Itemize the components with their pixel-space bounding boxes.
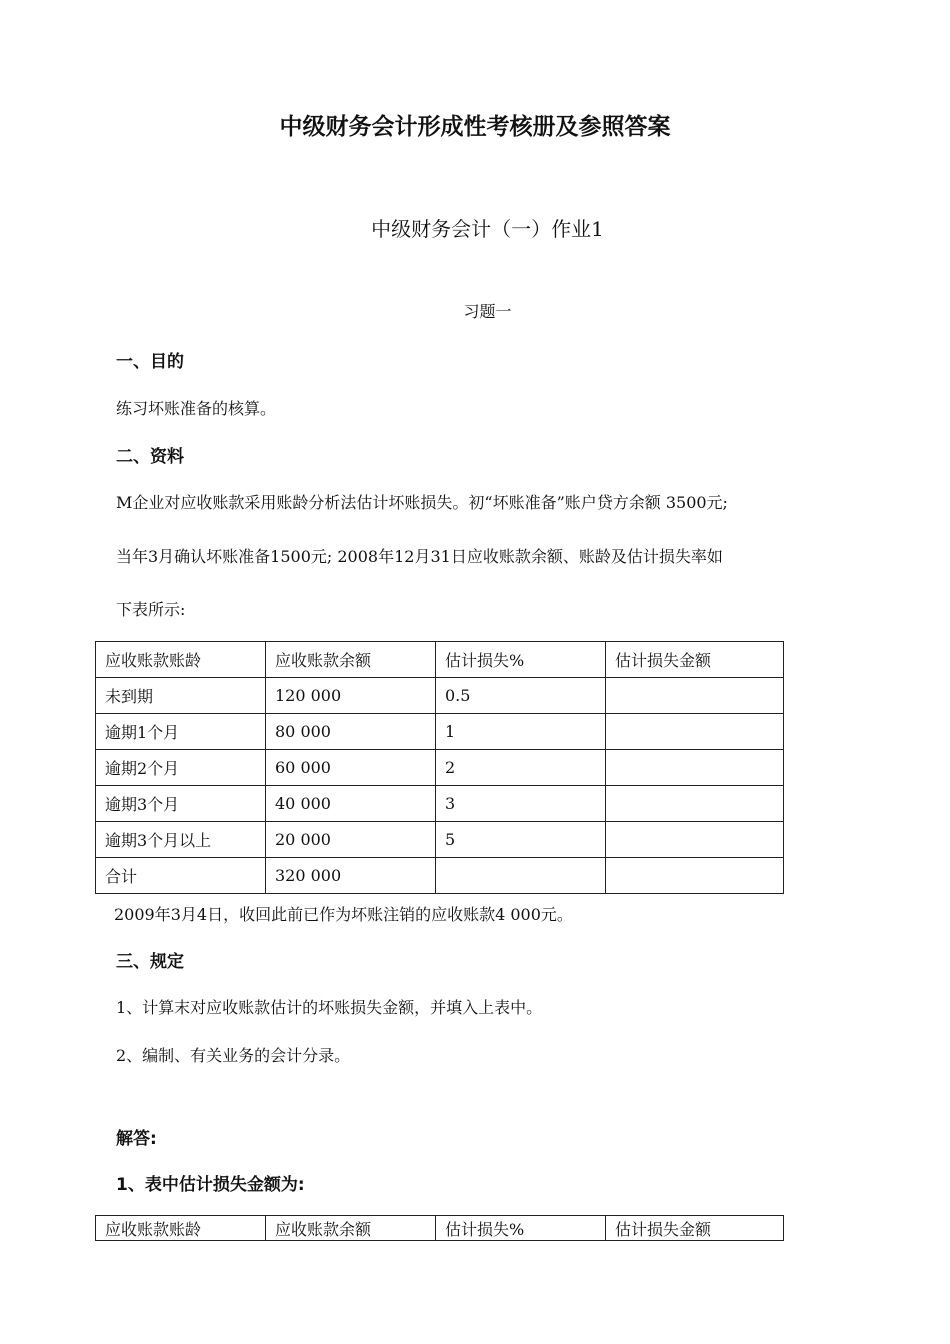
table-cell: 80 000 — [266, 714, 436, 750]
materials-line-3: 下表所示: — [116, 600, 186, 619]
table-cell: 5 — [436, 822, 606, 858]
table-cell — [606, 750, 784, 786]
table-cell: 320 000 — [266, 858, 436, 894]
answer-1-heading: 1、表中估计损失金额为: — [116, 1175, 305, 1195]
header-cell: 应收账款余额 — [266, 1216, 436, 1241]
table-row — [96, 678, 784, 714]
materials-heading: 二、资料 — [116, 447, 184, 467]
exercise-label: 习题一 — [463, 302, 512, 321]
header-cell: 估计损失金额 — [606, 642, 784, 678]
answer-heading: 解答: — [116, 1129, 157, 1149]
table-header-row — [96, 1216, 784, 1241]
table-cell — [606, 858, 784, 894]
table-cell: 3 — [436, 786, 606, 822]
table-cell: 未到期 — [96, 678, 266, 714]
table-row — [96, 858, 784, 894]
table-cell: 逾期1个月 — [96, 714, 266, 750]
header-cell: 估计损失金额 — [606, 1216, 784, 1241]
table-cell: 120 000 — [266, 678, 436, 714]
table-cell: 逾期2个月 — [96, 750, 266, 786]
assignment-subtitle: 中级财务会计（一）作业1 — [371, 217, 604, 241]
table-cell: 2 — [436, 750, 606, 786]
table-cell: 40 000 — [266, 786, 436, 822]
table-row — [96, 786, 784, 822]
table-row — [96, 714, 784, 750]
table-cell — [606, 678, 784, 714]
materials-line-1: M企业对应收账款采用账龄分析法估计坏账损失。初“坏账准备”账户贷方余额 3500元; — [116, 493, 728, 512]
aging-table — [95, 641, 784, 894]
table-cell — [606, 786, 784, 822]
table-cell: 逾期3个月以上 — [96, 822, 266, 858]
header-cell: 应收账款账龄 — [96, 642, 266, 678]
purpose-heading: 一、目的 — [116, 352, 184, 372]
table-cell: 0.5 — [436, 678, 606, 714]
header-cell: 估计损失% — [436, 642, 606, 678]
table-cell — [436, 858, 606, 894]
rules-heading: 三、规定 — [116, 952, 184, 972]
rule-1: 1、计算末对应收账款估计的坏账损失金额，并填入上表中。 — [116, 998, 543, 1017]
table-cell — [606, 714, 784, 750]
after-table-note: 2009年3月4日，收回此前已作为坏账注销的应收账款4 000元。 — [114, 905, 573, 924]
purpose-text: 练习坏账准备的核算。 — [116, 399, 277, 418]
table-cell — [606, 822, 784, 858]
table-row — [96, 750, 784, 786]
materials-line-2: 当年3月确认坏账准备1500元; 2008年12月31日应收账款余额、账龄及估计损失率如 — [116, 547, 723, 566]
answer-table — [95, 1215, 784, 1241]
table-cell: 1 — [436, 714, 606, 750]
table-cell: 60 000 — [266, 750, 436, 786]
table-row — [96, 822, 784, 858]
header-cell: 应收账款余额 — [266, 642, 436, 678]
table-header-row — [96, 642, 784, 678]
header-cell: 估计损失% — [436, 1216, 606, 1241]
table-cell: 合计 — [96, 858, 266, 894]
document-title: 中级财务会计形成性考核册及参照答案 — [279, 114, 671, 140]
table-cell: 20 000 — [266, 822, 436, 858]
table-cell: 逾期3个月 — [96, 786, 266, 822]
header-cell: 应收账款账龄 — [96, 1216, 266, 1241]
rule-2: 2、编制、有关业务的会计分录。 — [116, 1046, 351, 1065]
